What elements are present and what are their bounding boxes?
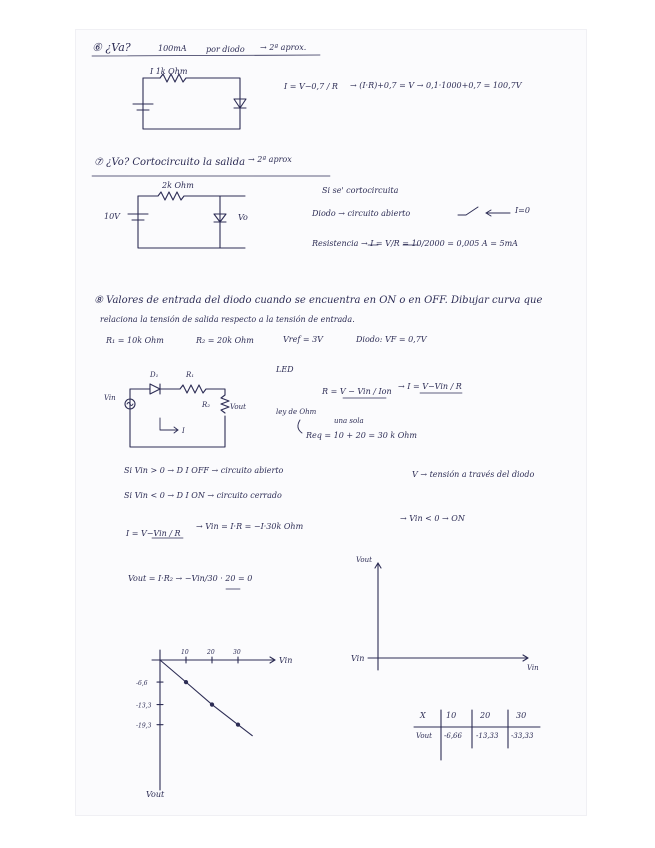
chart1-xlabel: Vin bbox=[279, 656, 293, 665]
problem7-note2: Diodo → circuito abierto bbox=[312, 209, 411, 218]
problem8-label-vout: Vout bbox=[230, 403, 246, 411]
problem8-case2: Si Vin < 0 → D I ON → circuito cerrado bbox=[124, 491, 282, 500]
problem7-source-label: 10V bbox=[104, 212, 120, 221]
chart1-x-tick-label: 20 bbox=[207, 649, 215, 656]
problem6-approx: → 2ª aprox. bbox=[260, 43, 307, 52]
table-row-label: Vout bbox=[416, 732, 432, 740]
problem8-r1: R₁ = 10k Ohm bbox=[106, 336, 164, 345]
table-header-20: 20 bbox=[480, 711, 491, 720]
table-cell-20: -13,33 bbox=[476, 732, 499, 740]
problem8-i-formula: → I = V−Vin / R bbox=[398, 382, 462, 391]
problem8-ohm-law: ley de Ohm bbox=[276, 408, 317, 416]
problem7-header: ⑦ ¿Vo? Cortocircuito la salida bbox=[94, 157, 246, 168]
chart1-x-tick-label: 10 bbox=[181, 649, 189, 656]
chart1-y-tick-label: -13,3 bbox=[136, 702, 152, 710]
problem8-req: Req = 10 + 20 = 30 k Ohm bbox=[306, 431, 418, 440]
problem8-vref: Vref = 3V bbox=[283, 335, 323, 344]
problem8-vout-expr: Vout = I·R₂ → −Vin/30 · 20 = 0 bbox=[128, 574, 253, 583]
problem8-i-expr: I = V−Vin / R bbox=[126, 529, 181, 538]
problem7-note2b: I=0 bbox=[515, 206, 530, 215]
problem8-label-d1: D₁ bbox=[150, 371, 159, 379]
problem7-output-label: Vo bbox=[238, 213, 248, 222]
problem7-resistor-label: 2k Ohm bbox=[162, 181, 194, 190]
problem6-given: 100mA bbox=[158, 44, 187, 53]
table-cell-10: -6,66 bbox=[444, 732, 462, 740]
chart1-y-tick-label: -6,6 bbox=[136, 680, 148, 688]
table-header-10: 10 bbox=[446, 711, 457, 720]
problem7-note3: Resistencia → I = V/R = 10/2000 = 0,005 A = 5mA bbox=[312, 239, 518, 248]
problem8-vin-result: → Vin < 0 → ON bbox=[400, 514, 465, 523]
problem8-vin-expr: → Vin = I·R = −I·30k Ohm bbox=[196, 522, 304, 531]
chart2-xlabel-left: Vin bbox=[351, 654, 365, 663]
problem6-solution: → (I·R)+0,7 = V → 0,1·1000+0,7 = 100,7V bbox=[350, 81, 522, 90]
problem8-diode: Diodo: VF = 0,7V bbox=[356, 335, 427, 344]
problem8-case1: Si Vin > 0 → D I OFF → circuito abierto bbox=[124, 466, 284, 475]
chart1-y-tick-label: -19,3 bbox=[136, 722, 152, 730]
chart2-xlabel: Vin bbox=[527, 664, 539, 672]
problem8-led: LED bbox=[276, 365, 294, 374]
problem8-r-formula: R = V − Vin / Ion bbox=[322, 387, 392, 396]
problem6-per-diode: por diodo bbox=[206, 45, 245, 54]
problem8-r2: R₂ = 20k Ohm bbox=[196, 336, 254, 345]
problem8-ohm-sub: una sola bbox=[334, 417, 364, 425]
problem6-resistor-label: I 1k Ohm bbox=[150, 67, 188, 76]
problem8-v-note: V → tensión a través del diodo bbox=[412, 470, 535, 479]
problem8-header: ⑧ Valores de entrada del diodo cuando se encuentra en ON o en OFF. Dibujar curva que bbox=[94, 295, 543, 306]
problem8-label-vin: Vin bbox=[104, 394, 116, 402]
chart1-x-tick-label: 30 bbox=[233, 649, 241, 656]
table-header-30: 30 bbox=[516, 711, 527, 720]
problem8-label-r1: R₁ bbox=[186, 371, 195, 379]
problem7-approx: → 2ª aprox bbox=[248, 155, 292, 164]
problem8-header-line2: relaciona la tensión de salida respecto a la tensión de entrada. bbox=[100, 315, 355, 324]
problem6-header: ⑥ ¿Va? bbox=[92, 41, 131, 54]
chart2-ylabel: Vout bbox=[356, 556, 372, 564]
table-cell-30: -33,33 bbox=[511, 732, 534, 740]
problem8-label-i: I bbox=[182, 427, 185, 435]
table-header-x: X bbox=[420, 711, 426, 720]
problem7-note1: Si se' cortocircuita bbox=[322, 186, 399, 195]
chart1-ylabel: Vout bbox=[146, 790, 165, 799]
problem6-formula: I = V−0,7 / R bbox=[284, 82, 338, 91]
problem8-label-r2: R₂ bbox=[202, 401, 211, 409]
